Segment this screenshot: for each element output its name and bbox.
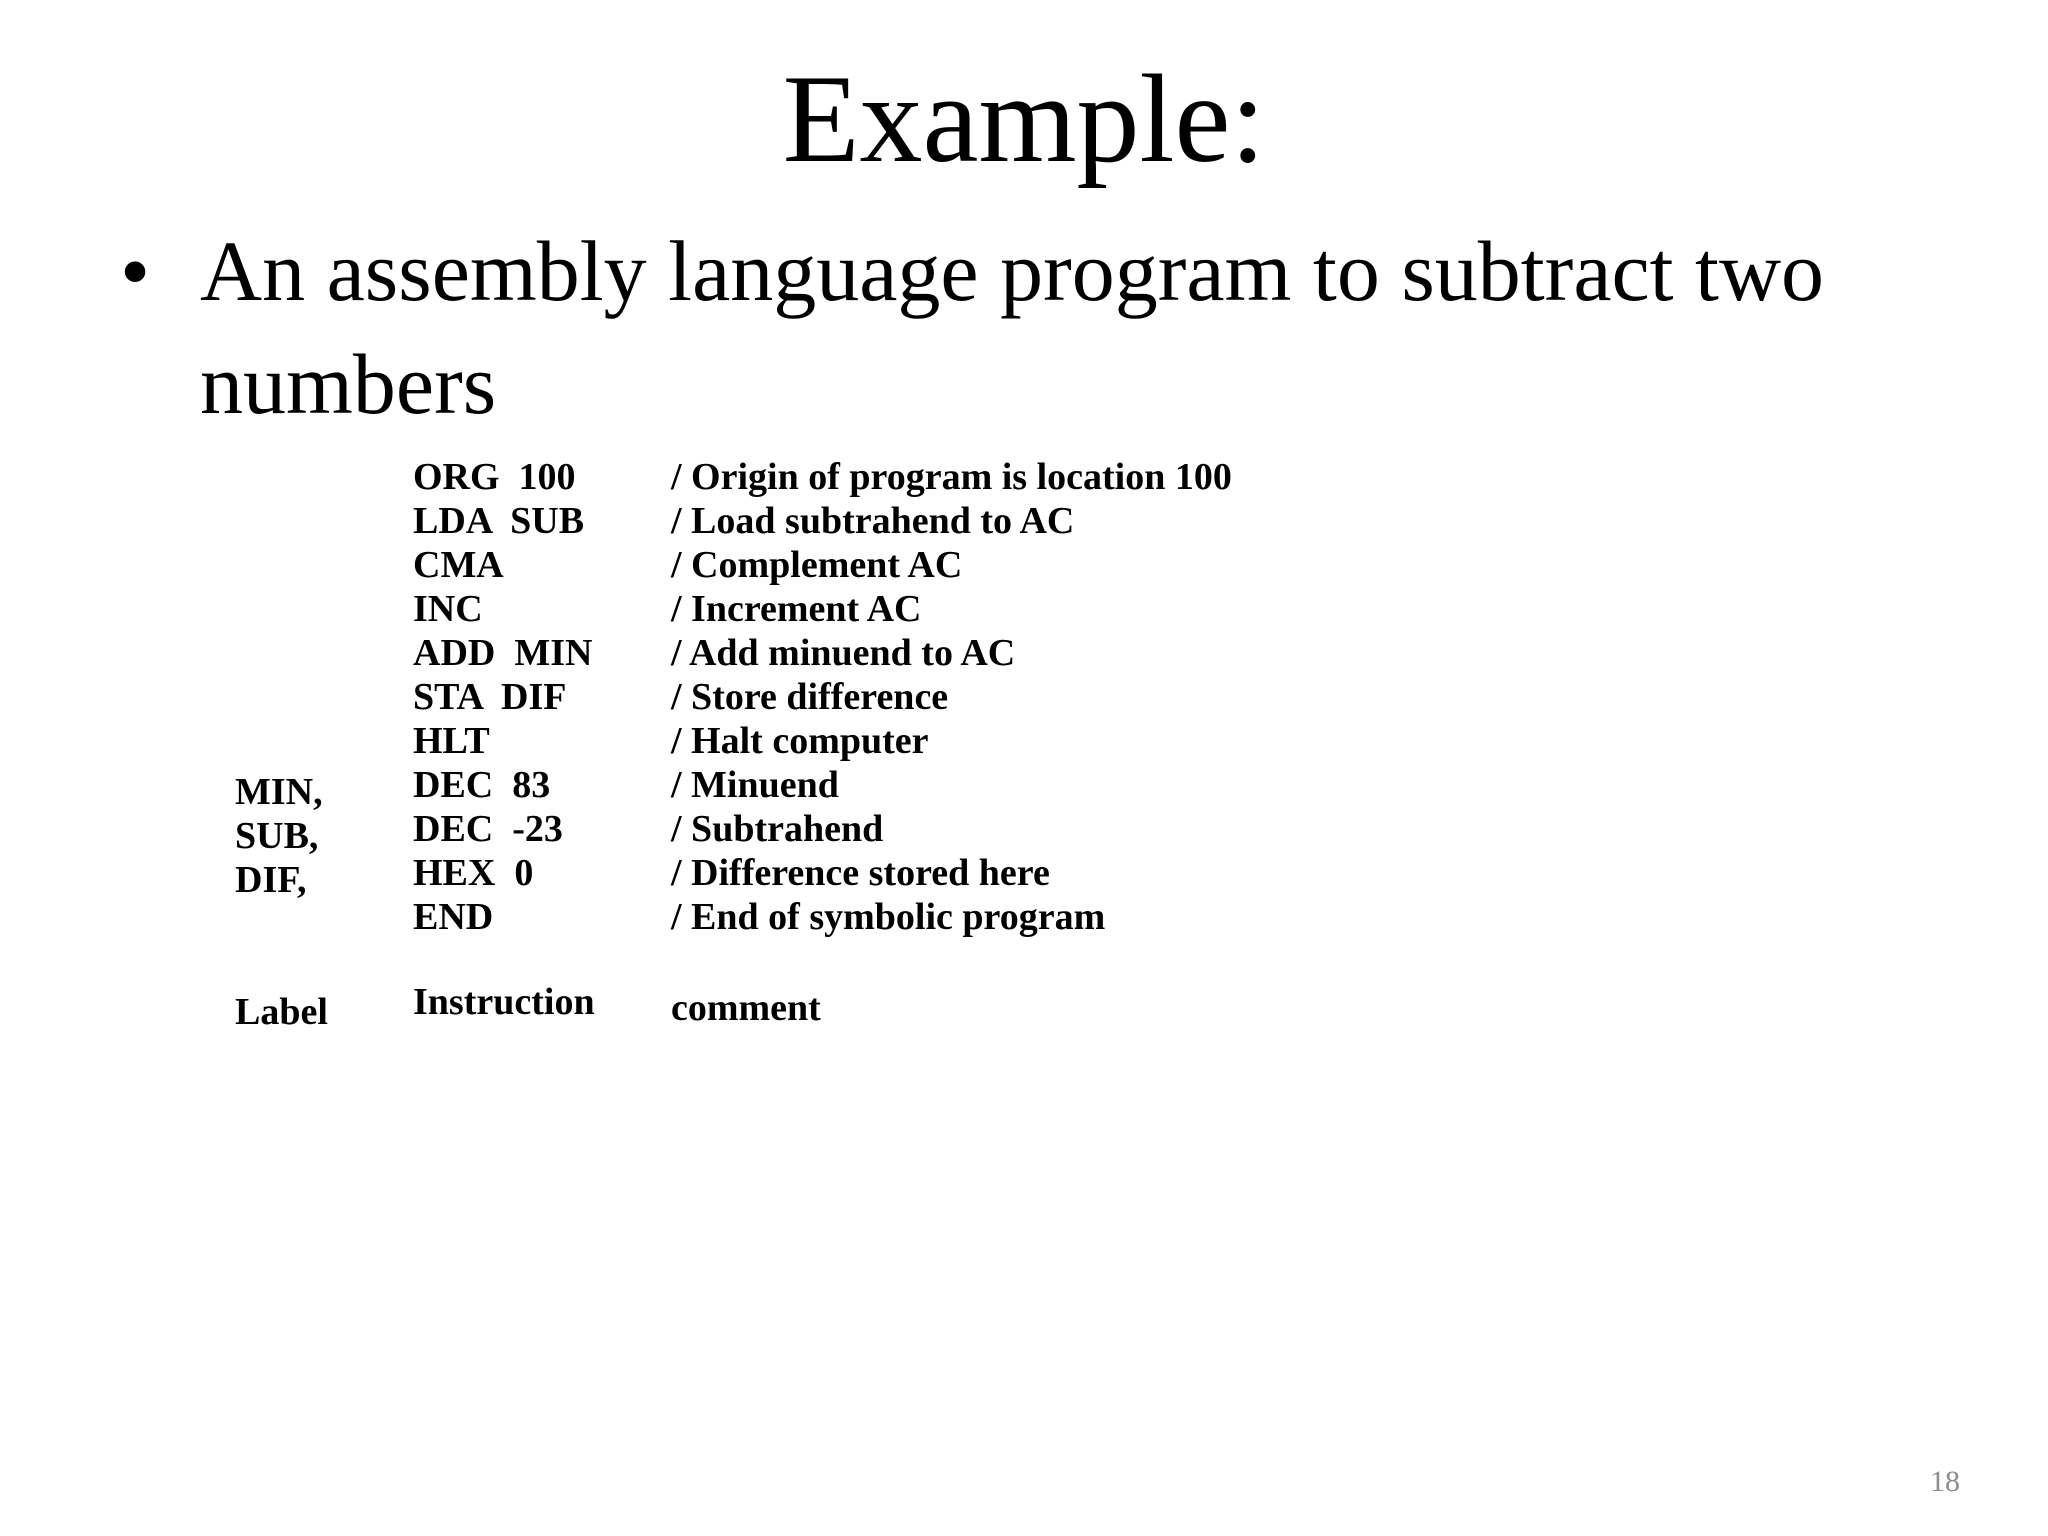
label-cell: DIF, bbox=[235, 859, 307, 901]
comment-cell: / End of symbolic program bbox=[671, 896, 1106, 938]
label-cell: SUB, bbox=[235, 815, 319, 857]
column-legend-label: Label bbox=[235, 991, 328, 1033]
comment-cell: / Load subtrahend to AC bbox=[671, 500, 1075, 542]
instruction-cell: END bbox=[413, 896, 494, 938]
instruction-cell: ADD MIN bbox=[413, 632, 593, 674]
comment-cell: / Halt computer bbox=[671, 720, 929, 762]
bullet-text: An assembly language program to subtract two numbers bbox=[200, 223, 1825, 432]
instruction-cell: DEC -23 bbox=[413, 808, 563, 850]
column-legend-comment: comment bbox=[671, 987, 821, 1029]
comment-cell: / Add minuend to AC bbox=[671, 632, 1016, 674]
page-number: 18 bbox=[1930, 1465, 1960, 1498]
comment-cell: / Complement AC bbox=[671, 544, 963, 586]
instruction-cell: ORG 100 bbox=[413, 456, 576, 498]
instruction-cell: HEX 0 bbox=[413, 852, 534, 894]
instruction-cell: HLT bbox=[413, 720, 490, 762]
instruction-cell: STA DIF bbox=[413, 676, 567, 718]
comment-cell: / Increment AC bbox=[671, 588, 922, 630]
instruction-cell: DEC 83 bbox=[413, 764, 551, 806]
comment-cell: / Subtrahend bbox=[671, 808, 884, 850]
comment-cell: / Store difference bbox=[671, 676, 949, 718]
comment-cell: / Minuend bbox=[671, 764, 839, 806]
comment-cell: / Difference stored here bbox=[671, 852, 1050, 894]
slide-title: Example: bbox=[782, 50, 1266, 189]
instruction-cell: LDA SUB bbox=[413, 500, 585, 542]
instruction-cell: INC bbox=[413, 588, 483, 630]
label-cell: MIN, bbox=[235, 771, 323, 813]
instruction-cell: CMA bbox=[413, 544, 504, 586]
bullet-icon: • bbox=[120, 223, 151, 319]
comment-cell: / Origin of program is location 100 bbox=[671, 456, 1232, 498]
column-legend-instruction: Instruction bbox=[413, 981, 595, 1023]
